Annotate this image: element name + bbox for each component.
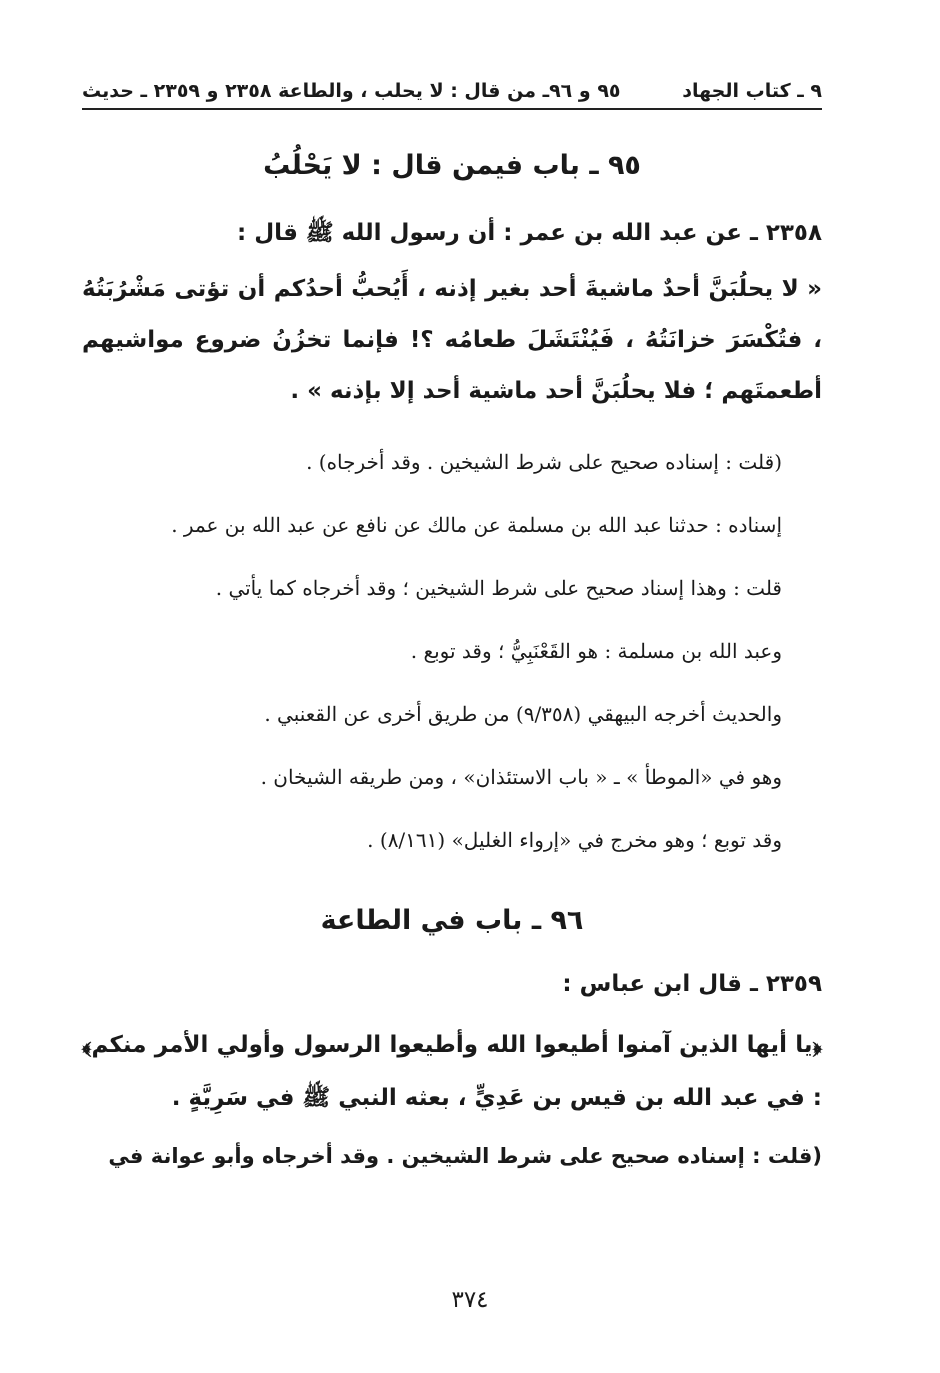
- note-line: (قلت : إسناده صحيح على شرط الشيخين . وقد أخرجاه) .: [306, 450, 782, 474]
- note-line: وهو في «الموطأ » ـ « باب الاستئذان» ، ومن طريقه الشيخان .: [260, 765, 782, 789]
- hadith-2358-text: « لا يحلُبَنَّ أحدٌ ماشيةَ أحد بغير إذنه ، أَيُحبُّ أحدُكم أن تؤتى مَشْرُبَتُهُ ، فتُكْسَرَ خزانَتُهُ ، فَيُنْتَشَلَ طعامُه ؟! فإنما تخزُنُ ضروع مواشيهم أطعمتَهم ؛ فلا يحلُبَنَّ أحد ماشية أحد إلا بإذنه » .: [82, 276, 822, 404]
- note-line: وعبد الله بن مسلمة : هو القَعْنَبِيُّ ؛ وقد توبع .: [410, 639, 782, 663]
- note-line: قلت : وهذا إسناد صحيح على شرط الشيخين ؛ وقد أخرجاه كما يأتي .: [215, 576, 782, 600]
- hadith-2358-heading: ٢٣٥٨ ـ عن عبد الله بن عمر : أن رسول الله ﷺ قال :: [237, 220, 822, 246]
- hadith-2359-heading: ٢٣٥٩ ـ قال ابن عباس :: [562, 971, 822, 997]
- page-number: ٣٧٤: [451, 1287, 489, 1313]
- hadith-2359-note: (قلت : إسناده صحيح على شرط الشيخين . وقد أخرجاه وأبو عوانة في: [108, 1144, 822, 1168]
- header-book-title: ٩ ـ كتاب الجهاد: [682, 80, 822, 102]
- book-page: [82, 74, 822, 1173]
- header-section-info: ٩٥ و ٩٦ـ من قال : لا يحلب ، والطاعة ٢٣٥٨ و ٢٣٥٩ ـ حديث: [82, 80, 621, 102]
- note-line: وقد توبع ؛ وهو مخرج في «إرواء الغليل» (٨/١٦١) .: [367, 828, 782, 852]
- note-line: والحديث أخرجه البيهقي (٩/٣٥٨) من طريق أخرى عن القعنبي .: [264, 702, 782, 726]
- hadith-2359-text: ﴿يا أيها الذين آمنوا أطيعوا الله وأطيعوا الرسول وأولي الأمر منكم﴾ : في عبد الله بن قيس بن عَدِيٍّ ، بعثه النبي ﷺ في سَرِيَّةٍ .: [82, 1032, 822, 1111]
- running-header: [82, 74, 822, 110]
- chapter-95-title: ٩٥ ـ باب فيمن قال : لا يَحْلُبُ: [263, 150, 641, 181]
- chapter-96-title: ٩٦ ـ باب في الطاعة: [320, 905, 584, 936]
- note-line: إسناده : حدثنا عبد الله بن مسلمة عن مالك عن نافع عن عبد الله بن عمر .: [171, 513, 782, 537]
